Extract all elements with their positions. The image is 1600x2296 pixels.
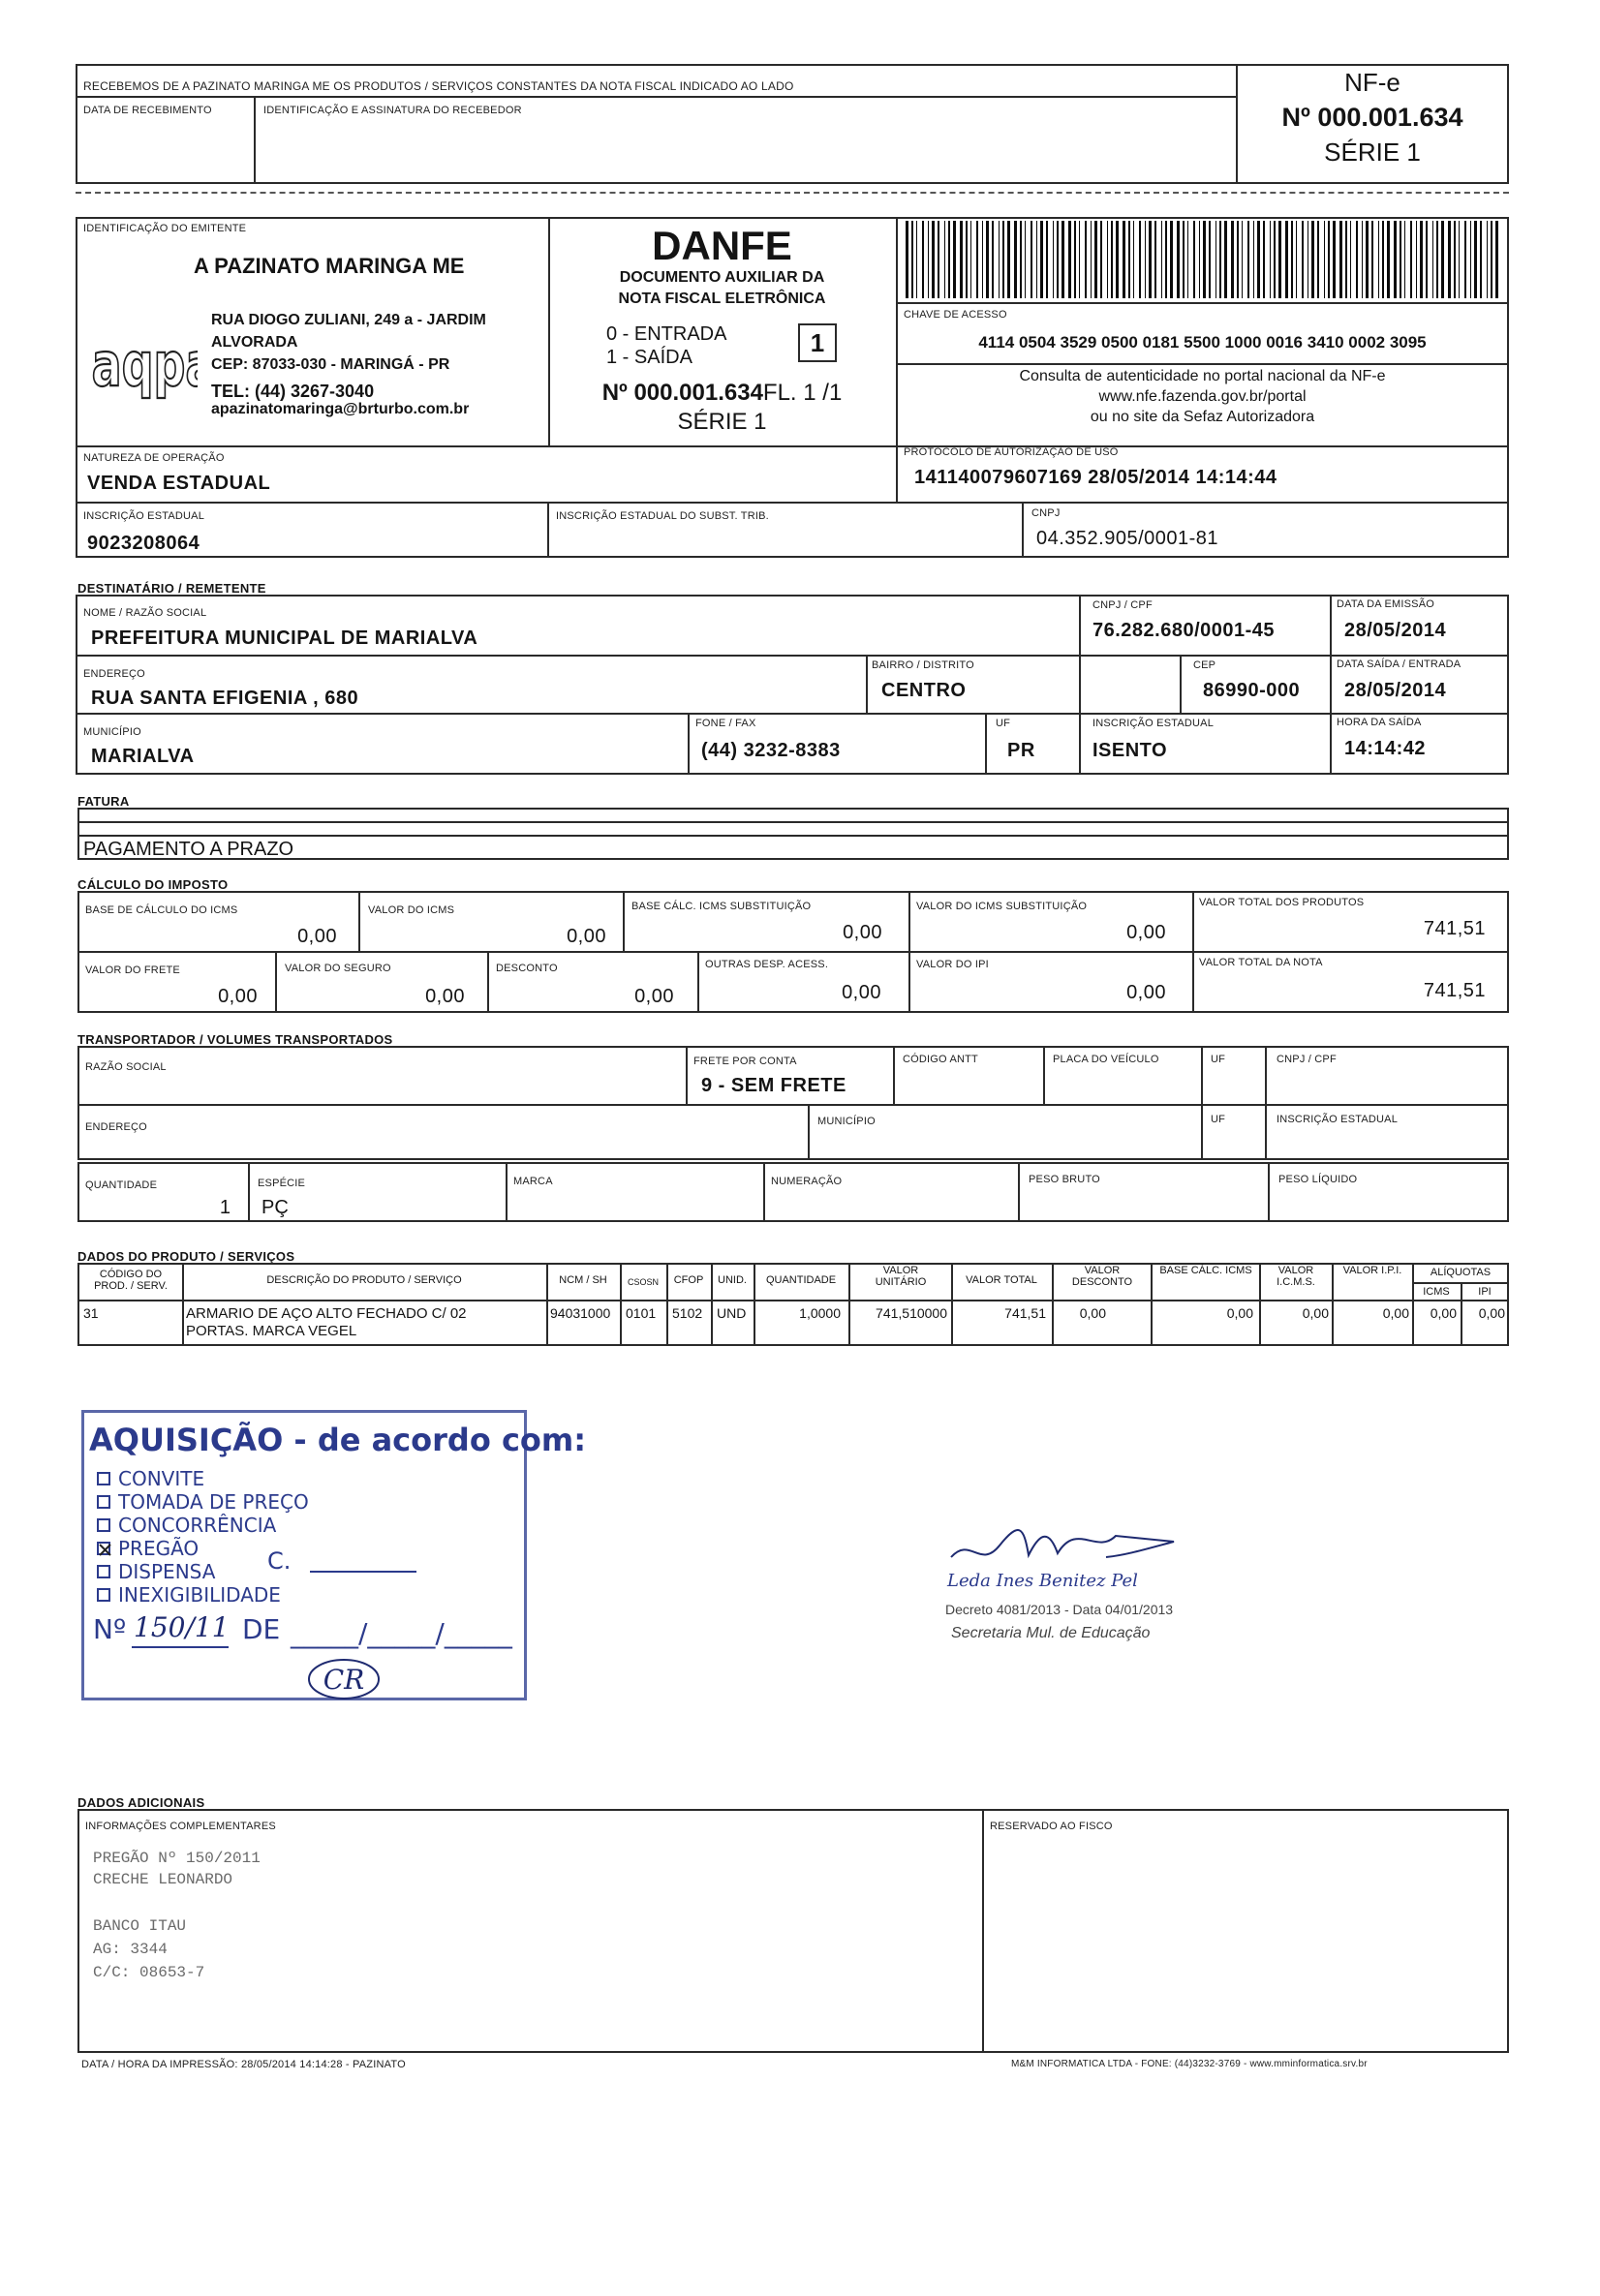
barcode-bar	[1441, 221, 1444, 298]
barcode-bar	[1394, 221, 1397, 298]
stamp-numero: 150/11	[134, 1611, 230, 1643]
barcode-bar	[1432, 221, 1433, 298]
barcode-bar	[1416, 221, 1417, 298]
dest-saida: 28/05/2014	[1344, 680, 1447, 701]
barcode-bar	[1183, 221, 1185, 298]
danfe-serie: SÉRIE 1	[677, 409, 767, 435]
barcode-bar	[1400, 221, 1401, 298]
consulta-line3: ou no site da Sefaz Autorizadora	[1090, 409, 1315, 425]
stamp-checkbox-convite	[97, 1472, 110, 1485]
imposto-r2-c3-value: 0,00	[634, 986, 674, 1007]
barcode-bar	[1356, 221, 1358, 298]
dest-fone-label: FONE / FAX	[695, 718, 756, 729]
stamp-item-pregao: PREGÃO	[118, 1537, 200, 1560]
barcode-bar	[1448, 221, 1451, 298]
danfe-numero: Nº 000.001.634FL. 1 /1	[601, 380, 843, 406]
barcode-bar	[1053, 221, 1054, 298]
barcode-bar	[1345, 221, 1347, 298]
barcode-bar	[928, 221, 929, 298]
barcode-bar	[1133, 221, 1134, 298]
transp-razao-label: RAZÃO SOCIAL	[85, 1061, 167, 1073]
barcode-bar	[1237, 221, 1239, 298]
initials-signature-icon	[291, 1652, 397, 1706]
transporte-section: TRANSPORTADOR / VOLUMES TRANSPORTADOS	[77, 1032, 393, 1047]
transp-frete: 9 - SEM FRETE	[701, 1075, 846, 1096]
barcode-bar	[1062, 221, 1064, 298]
emitente-tel: TEL: (44) 3267-3040	[211, 382, 375, 401]
imposto-r1-c1-label: BASE DE CÁLCULO DO ICMS	[85, 904, 238, 916]
barcode-bar	[1296, 221, 1297, 298]
barcode-bar	[1074, 221, 1076, 298]
barcode-bar	[1350, 221, 1351, 298]
imposto-r2-c1-label: VALOR DO FRETE	[85, 964, 180, 976]
adicionais-box	[77, 1809, 1509, 2053]
barcode-bar	[1085, 221, 1087, 298]
imposto-r2-c5-label: VALOR DO IPI	[916, 959, 989, 970]
danfe-saida: 1 - SAÍDA	[606, 347, 692, 368]
info-line-4: BANCO ITAU	[93, 1917, 187, 1935]
th-valor-total: VALOR TOTAL	[966, 1274, 1037, 1286]
th-aliq-ipi: IPI	[1478, 1286, 1492, 1298]
barcode-bar	[1079, 221, 1080, 298]
svg-text:CR: CR	[323, 1664, 365, 1696]
destinatario-section: DESTINATÁRIO / REMETENTE	[77, 581, 266, 596]
stamp-checkbox-dispensa	[97, 1565, 110, 1578]
th-valor-desconto: VALOR DESCONTO	[1071, 1265, 1133, 1288]
barcode-bar	[1426, 221, 1428, 298]
barcode-bar	[1177, 221, 1180, 298]
barcode-bar	[1161, 221, 1162, 298]
barcode-bar	[938, 221, 939, 298]
th-valor-unitario: VALOR UNITÁRIO	[875, 1265, 927, 1288]
barcode-bar	[1094, 221, 1097, 298]
ie-label: INSCRIÇÃO ESTADUAL	[83, 510, 205, 522]
stamp-checkbox-concorrencia	[97, 1518, 110, 1532]
barcode-bar	[1123, 221, 1125, 298]
imposto-r2-c1-value: 0,00	[218, 986, 258, 1007]
barcode-bar	[1020, 221, 1022, 298]
barcode-bar	[1371, 221, 1373, 298]
barcode-bar	[953, 221, 956, 298]
th-valor-ipi: VALOR I.P.I.	[1342, 1265, 1402, 1276]
signature-decreto: Decreto 4081/2013 - Data 04/01/2013	[945, 1602, 1174, 1617]
emitente-address1: RUA DIOGO ZULIANI, 249 a - JARDIM	[211, 312, 486, 328]
th-aliq-icms: ICMS	[1423, 1286, 1450, 1298]
stamp-item-inexigibilidade: INEXIGIBILIDADE	[118, 1583, 281, 1607]
chave-value: 4114 0504 3529 0500 0181 5500 1000 0016 3410 0002 3095	[978, 333, 1427, 352]
footer-right: M&M INFORMATICA LTDA - FONE: (44)3232-3769 - www.mminformatica.srv.br	[1011, 2059, 1368, 2069]
barcode-bar	[1002, 221, 1004, 298]
transp-uf-label: UF	[1211, 1054, 1226, 1065]
barcode-bar	[1091, 221, 1092, 298]
barcode-bar	[1040, 221, 1043, 298]
barcode-bar	[1116, 221, 1119, 298]
barcode-bar	[1068, 221, 1071, 298]
reservado-fisco-label: RESERVADO AO FISCO	[990, 1821, 1113, 1832]
transp-placa-label: PLACA DO VEÍCULO	[1053, 1054, 1159, 1065]
barcode-bar	[1154, 221, 1156, 298]
dest-emissao-label: DATA DA EMISSÃO	[1337, 598, 1435, 610]
danfe-subtitle1: DOCUMENTO AUXILIAR DA	[619, 269, 825, 286]
barcode-bar	[1031, 221, 1032, 298]
barcode-bar	[1378, 221, 1379, 298]
signature	[932, 1516, 1222, 1575]
imposto-r1-c1-value: 0,00	[297, 926, 337, 947]
barcode-bar	[1014, 221, 1017, 298]
barcode-bar	[1128, 221, 1130, 298]
cell-csosn: 0101	[626, 1305, 657, 1321]
cnpj-value: 04.352.905/0001-81	[1036, 528, 1219, 549]
th-base-icms: BASE CÁLC. ICMS	[1159, 1265, 1252, 1276]
barcode-bar	[1382, 221, 1384, 298]
barcode-bar	[1111, 221, 1113, 298]
barcode-bar	[960, 221, 963, 298]
barcode-bar	[1046, 221, 1048, 298]
barcode-bar	[1459, 221, 1460, 298]
handwritten-signature-icon	[932, 1516, 1222, 1575]
barcode-bar	[1149, 221, 1152, 298]
barcode-bar	[1328, 221, 1330, 298]
barcode-bar	[911, 221, 913, 298]
stamp-title: AQUISIÇÃO - de acordo com:	[89, 1422, 587, 1458]
barcode-bar	[1165, 221, 1167, 298]
barcode-bar	[1495, 221, 1498, 298]
ie-st-label: INSCRIÇÃO ESTADUAL DO SUBST. TRIB.	[556, 510, 769, 522]
imposto-r2-c4-label: OUTRAS DESP. ACESS.	[705, 959, 829, 970]
produtos-section: DADOS DO PRODUTO / SERVIÇOS	[77, 1249, 295, 1264]
cell-codigo: 31	[83, 1305, 99, 1321]
imposto-r2-c6-label: VALOR TOTAL DA NOTA	[1199, 957, 1323, 968]
dest-cep: 86990-000	[1203, 680, 1301, 701]
data-recebimento-label: DATA DE RECEBIMENTO	[83, 105, 212, 116]
barcode-bar	[1231, 221, 1234, 298]
emitente-name: A PAZINATO MARINGA ME	[194, 254, 465, 278]
signature-name: Leda Ines Benitez Pel	[947, 1571, 1138, 1591]
danfe-title: DANFE	[652, 223, 792, 268]
cell-valor-icms: 0,00	[1302, 1305, 1329, 1321]
dest-municipio: MARIALVA	[91, 746, 195, 767]
barcode-bar	[1263, 221, 1265, 298]
transp-qtd-label: QUANTIDADE	[85, 1179, 158, 1191]
dest-ie: ISENTO	[1092, 740, 1168, 761]
imposto-r2-c2-label: VALOR DO SEGURO	[285, 963, 391, 974]
cell-unid: UND	[717, 1305, 747, 1321]
cell-valor-total: 741,51	[1004, 1305, 1046, 1321]
barcode-bar	[1470, 221, 1471, 298]
barcode-bar	[1025, 221, 1026, 298]
cnpj-label: CNPJ	[1031, 507, 1061, 519]
barcode-bar	[1203, 221, 1206, 298]
dest-cep-label: CEP	[1193, 659, 1216, 671]
barcode-bar	[1311, 221, 1314, 298]
natureza-label: NATUREZA DE OPERAÇÃO	[83, 452, 225, 464]
fatura-section: FATURA	[77, 794, 130, 809]
imposto-r1-c2-label: VALOR DO ICMS	[368, 904, 455, 916]
dest-cnpj-label: CNPJ / CPF	[1092, 599, 1153, 611]
imposto-r1-c5-value: 741,51	[1423, 918, 1486, 939]
check-x-icon	[99, 1544, 112, 1557]
transp-qtd: 1	[219, 1197, 231, 1218]
barcode-bar	[1317, 221, 1319, 298]
barcode-bar	[1362, 221, 1363, 298]
dest-saida-label: DATA SAÍDA / ENTRADA	[1337, 658, 1462, 670]
barcode-bar	[1274, 221, 1276, 298]
info-line-1: PREGÃO Nº 150/2011	[93, 1850, 261, 1867]
barcode-bar	[982, 221, 983, 298]
stamp-checkbox-tomada	[97, 1495, 110, 1509]
dest-emissao: 28/05/2014	[1344, 620, 1447, 641]
identificacao-recebedor-label: IDENTIFICAÇÃO E ASSINATURA DO RECEBEDOR	[263, 105, 522, 116]
barcode-bar	[966, 221, 968, 298]
barcode-bar	[1007, 221, 1010, 298]
cell-base-icms: 0,00	[1226, 1305, 1253, 1321]
canhoto-nfe: NF-e	[1344, 68, 1400, 97]
barcode-bar	[1139, 221, 1141, 298]
fatura-value: PAGAMENTO A PRAZO	[83, 839, 294, 860]
transp-peso-liquido-label: PESO LÍQUIDO	[1278, 1174, 1358, 1185]
danfe-tipo-box: 1	[798, 323, 837, 362]
barcode-bar	[1324, 221, 1325, 298]
barcode-bar	[1036, 221, 1037, 298]
barcode-bar	[1219, 221, 1221, 298]
emitente-cep: CEP: 87033-030 - MARINGÁ - PR	[211, 356, 450, 373]
natureza-value: VENDA ESTADUAL	[87, 473, 271, 494]
barcode-bar	[1366, 221, 1369, 298]
barcode-bar	[1491, 221, 1492, 298]
barcode-bar	[1454, 221, 1456, 298]
stamp-item-tomada: TOMADA DE PREÇO	[118, 1490, 309, 1514]
barcode-bar	[1270, 221, 1271, 298]
barcode-bar	[906, 221, 908, 298]
dest-uf: PR	[1007, 740, 1035, 761]
cell-cfop: 5102	[672, 1305, 703, 1321]
barcode-bar	[970, 221, 971, 298]
imposto-r2-c3-label: DESCONTO	[496, 963, 558, 974]
barcode-bar	[1242, 221, 1243, 298]
barcode-bar	[1302, 221, 1304, 298]
barcode-bar	[1404, 221, 1405, 298]
dest-ie-label: INSCRIÇÃO ESTADUAL	[1092, 718, 1215, 729]
cut-line	[76, 192, 1509, 194]
cell-descricao-2: PORTAS. MARCA VEGEL	[186, 1323, 357, 1339]
emitente-email: apazinatomaringa@brturbo.com.br	[211, 401, 470, 417]
imposto-r1-c3-value: 0,00	[843, 922, 882, 943]
barcode-bar	[1057, 221, 1059, 298]
dest-endereco-label: ENDEREÇO	[83, 668, 145, 680]
consulta-line1: Consulta de autenticidade no portal nacional da NF-e	[1019, 368, 1386, 384]
transp-ie-label: INSCRIÇÃO ESTADUAL	[1277, 1114, 1399, 1125]
dest-uf-label: UF	[996, 718, 1011, 729]
transp-endereco-label: ENDEREÇO	[85, 1121, 147, 1133]
barcode-bar	[1107, 221, 1108, 298]
stamp-pregao-c: C.	[267, 1547, 292, 1575]
consulta-line2: www.nfe.fazenda.gov.br/portal	[1098, 388, 1307, 405]
dest-fone: (44) 3232-8383	[701, 740, 841, 761]
emitente-label: IDENTIFICAÇÃO DO EMITENTE	[83, 223, 247, 234]
barcode-bar	[1257, 221, 1260, 298]
dest-municipio-label: MUNICÍPIO	[83, 726, 141, 738]
info-line-5: AG: 3344	[93, 1941, 168, 1958]
imposto-r2-c5-value: 0,00	[1126, 982, 1166, 1003]
transp-numeracao-label: NUMERAÇÃO	[771, 1176, 843, 1187]
imposto-r1-c2-value: 0,00	[567, 926, 606, 947]
emitente-logo	[91, 325, 198, 401]
imposto-r1-c4-value: 0,00	[1126, 922, 1166, 943]
barcode-bar	[922, 221, 924, 298]
dest-hora: 14:14:42	[1344, 738, 1427, 759]
dest-endereco: RUA SANTA EFIGENIA , 680	[91, 688, 359, 709]
cell-valor-unitario: 741,510000	[876, 1305, 947, 1321]
adicionais-section: DADOS ADICIONAIS	[77, 1795, 205, 1810]
footer-left: DATA / HORA DA IMPRESSÃO: 28/05/2014 14:14:28 - PAZINATO	[81, 2059, 406, 2070]
imposto-r1-c4-label: VALOR DO ICMS SUBSTITUIÇÃO	[916, 901, 1088, 912]
emitente-address2: ALVORADA	[211, 334, 298, 351]
barcode-bar	[1339, 221, 1342, 298]
transp-uf2-label: UF	[1211, 1114, 1226, 1125]
barcode-bar	[1480, 221, 1482, 298]
stamp-checkbox-inexigibilidade	[97, 1588, 110, 1602]
signature-cargo: Secretaria Mul. de Educação	[951, 1625, 1151, 1641]
barcode-bar	[1278, 221, 1281, 298]
canhoto-numero: Nº 000.001.634	[1281, 103, 1463, 132]
barcode-bar	[916, 221, 917, 298]
th-quantidade: QUANTIDADE	[765, 1274, 837, 1286]
barcode-bar	[992, 221, 994, 298]
dest-nome: PREFEITURA MUNICIPAL DE MARIALVA	[91, 628, 478, 649]
imposto-r1-c3-label: BASE CÁLC. ICMS SUBSTITUIÇÃO	[631, 901, 812, 912]
barcode-bar	[1420, 221, 1423, 298]
stamp-item-dispensa: DISPENSA	[118, 1560, 216, 1583]
maqpaz-logo-icon	[91, 325, 198, 401]
stamp-numero-prefix: Nº	[93, 1613, 127, 1645]
barcode-bar	[944, 221, 945, 298]
dest-hora-label: HORA DA SAÍDA	[1337, 717, 1422, 728]
barcode-bar	[1187, 221, 1188, 298]
cell-valor-ipi: 0,00	[1382, 1305, 1409, 1321]
th-codigo: CÓDIGO DO PROD. / SERV.	[94, 1269, 168, 1292]
barcode-bar	[932, 221, 935, 298]
transp-especie: PÇ	[262, 1197, 289, 1218]
barcode-bar	[1436, 221, 1438, 298]
th-unid: UNID.	[718, 1274, 747, 1286]
stamp-checkbox-pregao	[97, 1542, 110, 1555]
transp-frete-label: FRETE POR CONTA	[693, 1056, 797, 1067]
barcode-bar	[1291, 221, 1293, 298]
transp-cnpj-label: CNPJ / CPF	[1277, 1054, 1337, 1065]
th-csosn: CSOSN	[627, 1277, 659, 1287]
barcode-bar	[1487, 221, 1488, 298]
imposto-r2-c4-value: 0,00	[842, 982, 881, 1003]
barcode-bar	[1247, 221, 1249, 298]
stamp-initials	[291, 1652, 397, 1706]
barcode-bar	[1410, 221, 1412, 298]
cell-desconto: 0,00	[1079, 1305, 1106, 1321]
info-complementares-label: INFORMAÇÕES COMPLEMENTARES	[85, 1821, 276, 1832]
imposto-r2-c2-value: 0,00	[425, 986, 465, 1007]
transporte-box-volumes	[77, 1162, 1509, 1222]
barcode-bar	[1285, 221, 1288, 298]
stamp-item-concorrencia: CONCORRÊNCIA	[118, 1514, 277, 1537]
stamp-date-blank: _____/_____/_____	[291, 1617, 512, 1649]
th-aliquotas: ALÍQUOTAS	[1430, 1267, 1492, 1278]
barcode-bar	[1193, 221, 1195, 298]
th-valor-icms: VALOR I.C.M.S.	[1277, 1265, 1315, 1288]
barcode-bar	[1224, 221, 1227, 298]
cell-ncm: 94031000	[550, 1305, 611, 1321]
stamp-item-convite: CONVITE	[118, 1467, 205, 1490]
barcode-bar	[1387, 221, 1390, 298]
cell-aliq-ipi: 0,00	[1478, 1305, 1505, 1321]
ie-value: 9023208064	[87, 533, 200, 554]
barcode-bar	[1145, 221, 1146, 298]
barcode-bar	[1464, 221, 1466, 298]
barcode-bar	[1215, 221, 1216, 298]
transp-especie-label: ESPÉCIE	[258, 1178, 306, 1189]
th-descricao: DESCRIÇÃO DO PRODUTO / SERVIÇO	[266, 1274, 462, 1286]
barcode-bar	[1209, 221, 1211, 298]
barcode-bar	[999, 221, 1000, 298]
th-cfop: CFOP	[673, 1274, 704, 1286]
barcode-bar	[1253, 221, 1254, 298]
imposto-section: CÁLCULO DO IMPOSTO	[77, 877, 229, 892]
danfe-entrada: 0 - ENTRADA	[606, 323, 727, 345]
barcode-bar	[1474, 221, 1477, 298]
imposto-r2-c6-value: 741,51	[1423, 980, 1486, 1001]
transp-marca-label: MARCA	[513, 1176, 553, 1187]
dest-cnpj: 76.282.680/0001-45	[1092, 620, 1276, 641]
protocolo-value: 141140079607169 28/05/2014 14:14:44	[914, 467, 1277, 488]
transp-peso-bruto-label: PESO BRUTO	[1029, 1174, 1100, 1185]
barcode-bar	[1100, 221, 1102, 298]
chave-label: CHAVE DE ACESSO	[904, 309, 1007, 321]
transp-antt-label: CÓDIGO ANTT	[903, 1054, 978, 1065]
barcode-bar	[1170, 221, 1173, 298]
cell-aliq-icms: 0,00	[1430, 1305, 1457, 1321]
barcode-bar	[986, 221, 989, 298]
info-line-2: CRECHE LEONARDO	[93, 1871, 233, 1888]
protocolo-label: PROTOCOLO DE AUTORIZAÇÃO DE USO	[904, 446, 1119, 458]
stamp-de: DE	[242, 1613, 281, 1645]
th-ncm: NCM / SH	[559, 1274, 607, 1286]
recebemos-text: RECEBEMOS DE A PAZINATO MARINGA ME OS PRODUTOS / SERVIÇOS CONSTANTES DA NOTA FISCAL INDICADO AO LADO	[83, 79, 794, 93]
barcode-bar	[1199, 221, 1200, 298]
cell-quantidade: 1,0000	[799, 1305, 841, 1321]
dest-bairro: CENTRO	[881, 680, 967, 701]
barcode-bar	[976, 221, 978, 298]
cell-descricao-1: ARMARIO DE AÇO ALTO FECHADO C/ 02	[186, 1305, 467, 1322]
svg-text:Maqpaz: aqp	[91, 329, 186, 400]
dest-nome-label: NOME / RAZÃO SOCIAL	[83, 607, 207, 619]
barcode-bar	[948, 221, 950, 298]
info-line-6: C/C: 08653-7	[93, 1964, 205, 1981]
imposto-r1-c5-label: VALOR TOTAL DOS PRODUTOS	[1199, 897, 1365, 908]
barcode-bar	[1333, 221, 1336, 298]
canhoto-serie: SÉRIE 1	[1324, 138, 1421, 167]
transp-municipio-label: MUNICÍPIO	[817, 1116, 876, 1127]
barcode	[906, 221, 1500, 298]
dest-bairro-label: BAIRRO / DISTRITO	[872, 659, 974, 671]
danfe-subtitle2: NOTA FISCAL ELETRÔNICA	[618, 291, 826, 307]
